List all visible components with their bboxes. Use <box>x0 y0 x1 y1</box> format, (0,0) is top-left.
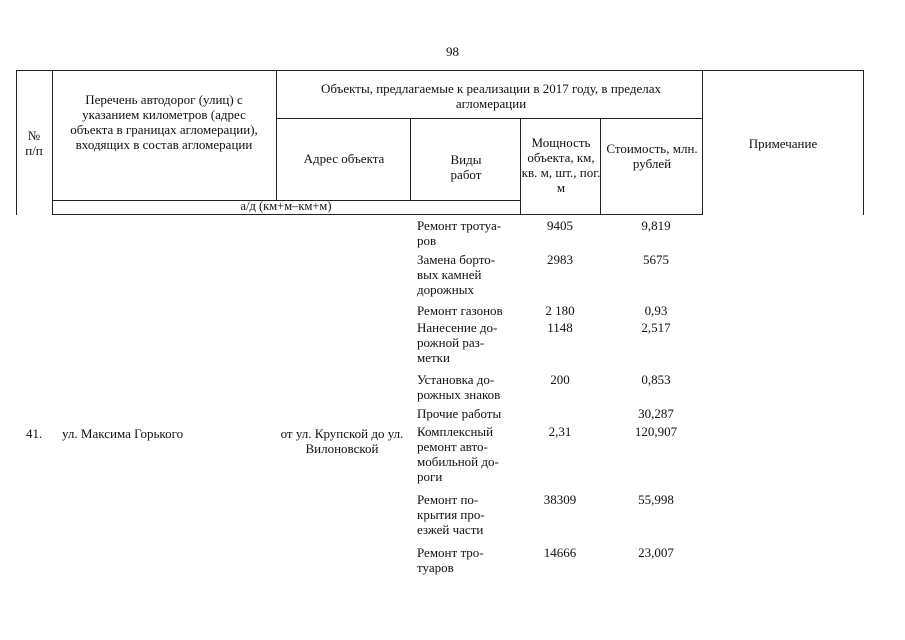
work-type: Нанесение до- рожной раз- метки <box>417 320 498 365</box>
table-border <box>276 70 277 201</box>
table-border <box>52 70 53 215</box>
work-cost: 9,819 <box>641 218 671 233</box>
work-cost: 23,007 <box>638 545 674 560</box>
header-number: № п/п <box>25 128 43 158</box>
road-name: ул. Максима Горького <box>62 426 184 441</box>
header-capacity: Мощность объекта, км, кв. м, шт., пог. м <box>521 135 601 195</box>
work-capacity: 1148 <box>547 320 573 335</box>
table-border <box>863 70 864 215</box>
work-cost: 30,287 <box>638 406 674 421</box>
work-cost: 55,998 <box>638 492 674 507</box>
work-capacity: 2,31 <box>548 424 572 439</box>
table-border <box>16 70 864 71</box>
table-border <box>52 214 702 215</box>
work-capacity: 2983 <box>547 252 573 267</box>
work-cost: 0,853 <box>641 372 671 387</box>
work-type: Ремонт тротуа- ров <box>417 218 502 248</box>
header-cost: Стоимость, млн. рублей <box>606 141 698 171</box>
object-address: от ул. Крупской до ул. Вилоновской <box>280 426 404 456</box>
row-number: 41. <box>26 426 43 441</box>
work-type: Ремонт газонов <box>417 303 503 318</box>
header-objects: Объекты, предлагаемые к реализации в 2017 году, в пределах агломерации <box>320 81 662 111</box>
work-capacity: 200 <box>550 372 570 387</box>
table-border <box>702 70 703 215</box>
work-cost: 5675 <box>643 252 669 267</box>
work-capacity: 14666 <box>543 545 577 560</box>
work-cost: 120,907 <box>634 424 678 439</box>
work-capacity: 9405 <box>547 218 573 233</box>
table-border <box>276 118 702 119</box>
work-cost: 2,517 <box>641 320 671 335</box>
work-capacity: 38309 <box>543 492 577 507</box>
header-roads: Перечень автодорог (улиц) с указанием километров (адрес объекта в границах агломерации), входящих в состав агломерации <box>70 92 258 152</box>
work-cost: 0,93 <box>644 303 668 318</box>
table-border <box>410 118 411 201</box>
header-note: Примечание <box>748 136 818 151</box>
work-type: Замена борто- вых камней дорожных <box>417 252 496 297</box>
work-type: Прочие работы <box>417 406 502 421</box>
work-type: Комплексный ремонт авто- мобильной до- роги <box>417 424 499 484</box>
work-type: Ремонт тро- туаров <box>417 545 484 575</box>
header-work: Виды работ <box>450 152 482 182</box>
table-header <box>16 70 864 215</box>
work-type: Установка до- рожных знаков <box>417 372 501 402</box>
work-type: Ремонт по- крытия про- езжей части <box>417 492 485 537</box>
header-roads-sub: а/д (км+м–км+м) <box>240 199 332 213</box>
work-capacity: 2 180 <box>545 303 575 318</box>
page-number: 98 <box>446 44 459 59</box>
header-address: Адрес объекта <box>303 151 385 166</box>
